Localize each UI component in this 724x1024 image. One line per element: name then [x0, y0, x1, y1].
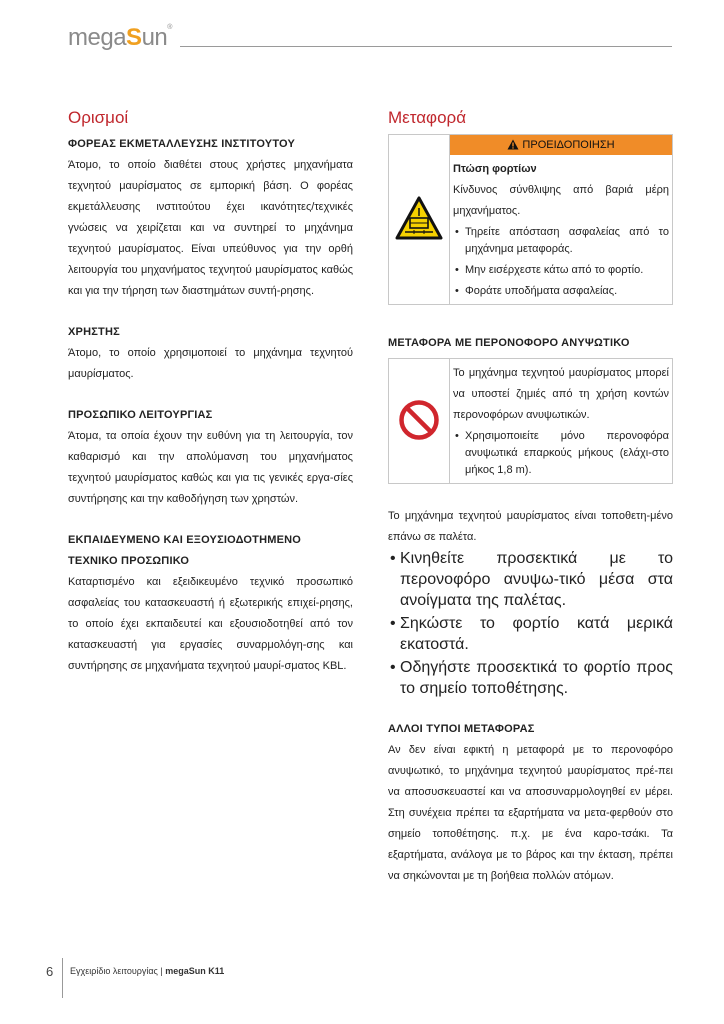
other-transport-heading: ΑΛΛΟΙ ΤΥΠΟΙ ΜΕΤΑΦΟΡΑΣ [388, 723, 535, 735]
warning-label: ΠΡΟΕΙΔΟΠΟΙΗΣΗ [522, 139, 615, 151]
prohibition-sign-icon [398, 399, 440, 441]
forklift-text: Το μηχάνημα τεχνητού μαυρίσματος είναι τοποθετη-μένο επάνω σε παλέτα. [388, 510, 673, 543]
warning-content-cell [450, 135, 673, 305]
transport-title: Μεταφορά [388, 108, 467, 127]
page-number: 6 [46, 964, 54, 979]
section-text: Άτομα, τα οποία έχουν την ευθύνη για τη λειτουργία, τον καθαρισμό και την απολύμανση του μηχανήματος τεχνητού μαυρίσματος καθώς και για τις γενικές εργα-σίες συντήρησης και την καθοδήγηση των χρηστών. [68, 430, 353, 505]
footer-rule [62, 958, 63, 998]
transport-column [388, 108, 673, 887]
section-text: Καταρτισμένο και εξειδικευμένο τεχνικό προσωπικό ασφαλείας του κατασκευαστή ή εξωτερικής επιχεί-ρησης, το οποίο έχει εκπαιδευτεί και εξουσιοδοτηθεί από τον κατασκευαστή για εργασίες συναρμολόγη-σης και συντήρησης σε μηχανήματα τεχνητού μαυρί-σματος KBL. [68, 576, 353, 672]
forklift-list [388, 548, 673, 699]
list-item: • Τηρείτε απόσταση ασφαλείας από το μηχάνημα μεταφοράς. [465, 222, 669, 260]
definitions-column [68, 108, 353, 677]
warning-triangle-icon [507, 139, 519, 150]
definitions-title: Ορισμοί [68, 108, 129, 127]
footer-text [70, 966, 224, 976]
section-heading: ΠΡΟΣΩΠΙΚΟ ΛΕΙΤΟΥΡΓΙΑΣ [68, 409, 213, 421]
warning-pictogram-cell [389, 135, 450, 305]
section-text: Άτομο, το οποίο χρησιμοποιεί το μηχάνημα τεχνητού μαυρίσματος. [68, 347, 353, 380]
notice-list [453, 426, 669, 481]
footer-product: megaSun K11 [165, 966, 225, 976]
warning-subtitle: Πτώση φορτίων [453, 163, 537, 175]
notice-intro: Το μηχάνημα τεχνητού μαυρίσματος μπορεί να υποστεί ζημιές από τη χρήση κοντών περονοφόρων ανυψωτικών. [453, 367, 669, 421]
other-transport-text: Αν δεν είναι εφικτή η μεταφορά με το περονοφόρο ανυψωτικό, το μηχάνημα τεχνητού μαυρίσματος πρέ-πει να αποσυσκευαστεί και να αποσυναρμολογηθεί εν μέρει. Στη συνέχεια πρέπει τα εξαρτήματα να μετα-φερθούν στο σημείο τοποθέτησης. π.χ. με ένα καρο-τσάκι. Τα εξαρτήματα, ανάλογα με το βάρος και την έκταση, πρέπει να σηκώνονται με τη βοήθεια πολλών ατόμων. [388, 744, 673, 882]
header-rule [180, 46, 672, 47]
list-item: • Μην εισέρχεστε κάτω από το φορτίο. [465, 260, 669, 281]
section-heading: ΧΡΗΣΤΗΣ [68, 326, 120, 338]
list-item: • Οδηγήστε προσεκτικά το φορτίο προς το σημείο τοποθέτησης. [400, 657, 673, 699]
section-heading: ΦΟΡΕΑΣ ΕΚΜΕΤΑΛΛΕΥΣΗΣ ΙΝΣΤΙΤΟΥΤΟΥ [68, 138, 296, 150]
list-item: • Κινηθείτε προσεκτικά με το περονοφόρο ανυψω-τικό μέσα στα ανοίγματα της παλέτας. [400, 548, 673, 611]
warning-intro: Κίνδυνος σύνθλιψης από βαριά μέρη μηχανήματος. [453, 184, 669, 217]
notice-content-cell [450, 359, 673, 484]
falling-load-sign-icon [395, 196, 443, 240]
warning-box [388, 134, 673, 305]
section-text: Άτομο, το οποίο διαθέτει στους χρήστες μηχανήματα τεχνητού μαυρίσματος σε εμπορική βάση. Ο φορέας εκμετάλλευσης ινστιτούτου έχει ικανότητες/τεχνικές γνώσεις να χειρίζεται και να συντηρεί το μηχάνημα τεχνητού μαυρίσματος. Είναι υπεύθυνος για την ορθή λειτουργία του μηχανήματος τεχνητού μαυρίσματος καθώς και για την τήρηση των διαστημάτων συντή-ρησης. [68, 159, 353, 297]
forklift-heading: ΜΕΤΑΦΟΡΑ ΜΕ ΠΕΡΟΝΟΦΟΡΟ ΑΝΥΨΩΤΙΚΟ [388, 337, 630, 349]
section-heading: ΕΚΠΑΙΔΕΥΜΕΝΟ ΚΑΙ ΕΞΟΥΣΙΟΔΟΤΗΜΕΝΟ ΤΕΧΝΙΚΟ ΠΡΟΣΩΠΙΚΟ [68, 534, 302, 567]
footer-manual: Εγχειρίδιο λειτουργίας | [70, 966, 166, 976]
warning-header [450, 135, 672, 155]
logo: megaSun® [68, 24, 172, 51]
list-item: • Χρησιμοποιείτε μόνο περονοφόρα ανυψωτικά επαρκούς μήκους (ελάχι-στο μήκος 1,8 m). [465, 426, 669, 481]
notice-box [388, 358, 673, 484]
list-item: • Σηκώστε το φορτίο κατά μερικά εκατοστά. [400, 613, 673, 655]
warning-list [453, 222, 669, 302]
list-item: • Φοράτε υποδήματα ασφαλείας. [465, 281, 669, 302]
notice-pictogram-cell [389, 359, 450, 484]
